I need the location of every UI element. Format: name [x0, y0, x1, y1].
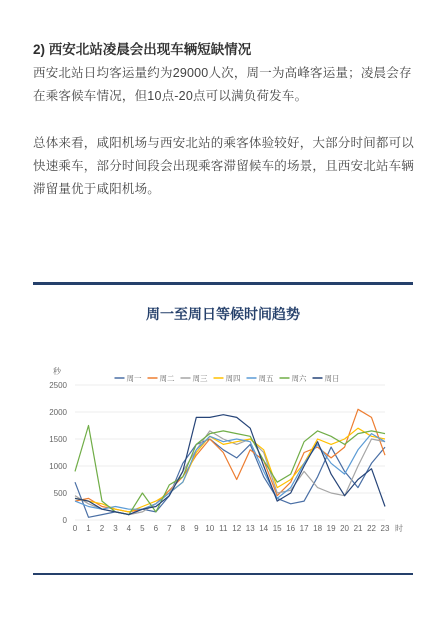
y-tick-label: 2000 [49, 408, 67, 417]
x-axis-ticks [73, 524, 390, 533]
series-line [75, 415, 385, 515]
x-tick-label: 15 [272, 524, 282, 533]
chart-title: 周一至周日等候时间趋势 [146, 306, 300, 322]
chart-series-lines [75, 409, 385, 517]
x-axis-label: 时 [395, 524, 403, 533]
chart-top-rule [33, 282, 413, 285]
x-tick-label: 1 [86, 524, 91, 533]
legend-label: 周日 [324, 374, 340, 383]
x-tick-label: 20 [340, 524, 350, 533]
y-tick-label: 500 [53, 489, 67, 498]
paragraph-summary: 总体来看，咸阳机场与西安北站的乘客体验较好，大部分时间都可以快速乘车，部分时间段会出现乘客滞留候车的场景，且西安北站车辆滞留量优于咸阳机场。 [33, 136, 415, 196]
legend-label: 周一 [126, 374, 142, 383]
chart-bottom-rule [33, 573, 413, 575]
x-tick-label: 8 [180, 524, 186, 533]
x-tick-label: 16 [286, 524, 296, 533]
legend-label: 周五 [258, 374, 274, 383]
chart-legend [115, 373, 340, 383]
y-tick-label: 1000 [49, 462, 67, 471]
section-heading: 2) 西安北站凌晨会出现车辆短缺情况 [33, 42, 252, 57]
x-tick-label: 23 [380, 524, 390, 533]
y-tick-label: 1500 [49, 435, 67, 444]
x-tick-label: 21 [353, 524, 363, 533]
x-tick-label: 7 [167, 524, 172, 533]
x-tick-label: 2 [99, 524, 105, 533]
y-tick-label: 2500 [49, 381, 67, 390]
x-tick-label: 14 [259, 524, 269, 533]
legend-label: 周四 [225, 374, 241, 383]
waiting-time-line-chart [33, 360, 413, 540]
x-tick-label: 3 [113, 524, 118, 533]
x-tick-label: 5 [140, 524, 145, 533]
y-axis-ticks [49, 381, 67, 525]
series-line [75, 439, 385, 517]
x-tick-label: 9 [194, 524, 199, 533]
x-tick-label: 19 [326, 524, 336, 533]
x-tick-label: 13 [245, 524, 255, 533]
y-axis-label: 秒 [53, 367, 61, 376]
x-tick-label: 6 [153, 524, 159, 533]
series-line [75, 434, 385, 510]
x-tick-label: 17 [299, 524, 309, 533]
x-tick-label: 12 [232, 524, 242, 533]
legend-label: 周三 [192, 374, 208, 383]
legend-label: 周六 [291, 374, 307, 383]
legend-label: 周二 [159, 374, 175, 383]
x-tick-label: 4 [126, 524, 132, 533]
x-tick-label: 18 [313, 524, 323, 533]
x-tick-label: 11 [219, 524, 228, 533]
x-tick-label: 0 [72, 524, 78, 533]
x-tick-label: 22 [367, 524, 376, 533]
paragraph-xian-north-station: 西安北站日均客运量约为29000人次，周一为高峰客运量；凌晨会存在乘客候车情况，但10点-20点可以满负荷发车。 [33, 66, 412, 103]
x-tick-label: 10 [205, 524, 215, 533]
y-tick-label: 0 [62, 516, 67, 525]
